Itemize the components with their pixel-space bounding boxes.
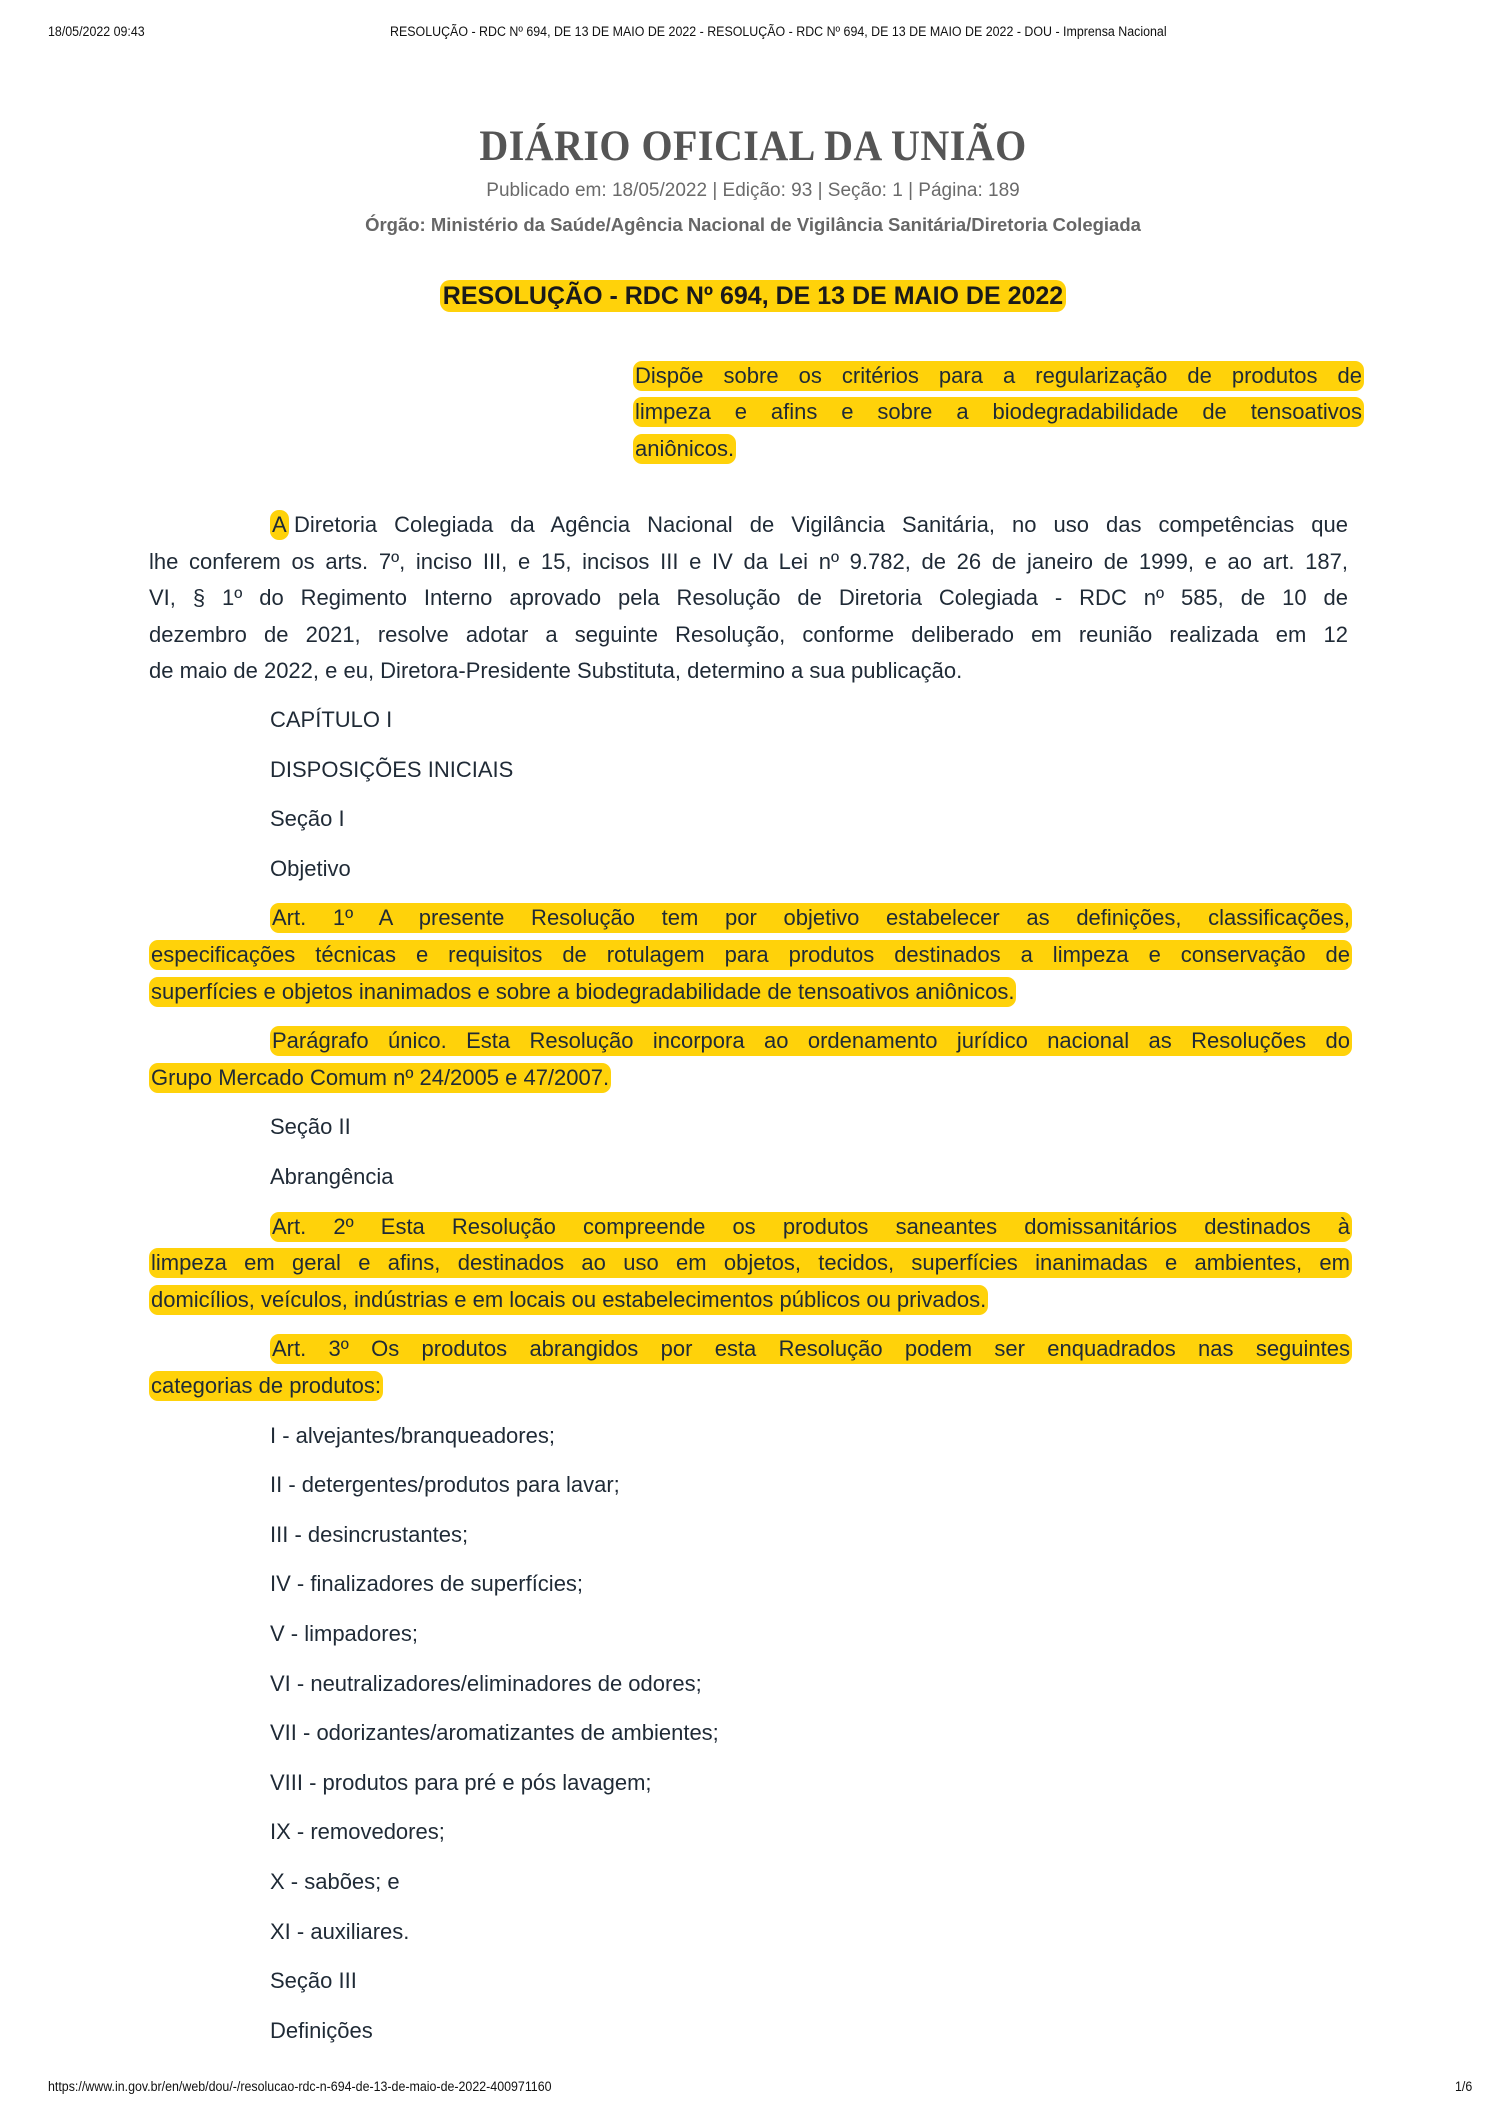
preamble-line: dezembro de 2021, resolve adotar a seguinte Resolução, conforme deliberado em reunião realizada em 12	[149, 621, 1348, 647]
section-heading: Seção III	[270, 1968, 357, 1994]
print-url: https://www.in.gov.br/en/web/dou/-/resolucao-rdc-n-694-de-13-de-maio-de-2022-400971160	[48, 2079, 552, 2094]
section-heading: Objetivo	[270, 855, 351, 881]
preamble-first-word: A	[270, 510, 289, 540]
article-1-line: superfícies e objetos inanimados e sobre a biodegradabilidade de tensoativos aniônicos.	[149, 977, 1016, 1007]
category-item: IV - finalizadores de superfícies;	[270, 1571, 584, 1597]
masthead-title: DIÁRIO OFICIAL DA UNIÃO	[479, 123, 1027, 170]
resolution-title-text: RESOLUÇÃO - RDC Nº 694, DE 13 DE MAIO DE 2022	[440, 280, 1066, 312]
category-item: IX - removedores;	[270, 1819, 445, 1845]
article-1-line: especificações técnicas e requisitos de rotulagem para produtos destinados a limpeza e conservação de	[149, 940, 1352, 970]
article-2-line: limpeza em geral e afins, destinados ao uso em objetos, tecidos, superfícies inanimadas e ambientes, em	[149, 1248, 1352, 1278]
print-page-number: 1/6	[1455, 2079, 1473, 2094]
category-item: VII - odorizantes/aromatizantes de ambientes;	[270, 1720, 719, 1746]
orgao: Órgão: Ministério da Saúde/Agência Nacional de Vigilância Sanitária/Diretoria Colegiada	[365, 214, 1141, 235]
article-2-line: domicílios, veículos, indústrias e em locais ou estabelecimentos públicos ou privados.	[149, 1285, 988, 1315]
print-page-title: RESOLUÇÃO - RDC Nº 694, DE 13 DE MAIO DE 2022 - RESOLUÇÃO - RDC Nº 694, DE 13 DE MAIO DE 2022 - DOU - Imprensa Nacional	[390, 24, 1167, 39]
section-heading: Seção II	[270, 1114, 351, 1140]
section-heading: Seção I	[270, 806, 345, 832]
section-heading: Definições	[270, 2017, 373, 2043]
paragrafo-unico-line: Parágrafo único. Esta Resolução incorpora ao ordenamento jurídico nacional as Resoluções do	[270, 1026, 1352, 1056]
article-2-line: Art. 2º Esta Resolução compreende os produtos saneantes domissanitários destinados à	[270, 1212, 1352, 1242]
category-item: VI - neutralizadores/eliminadores de odores;	[270, 1670, 702, 1696]
ementa-line: limpeza e afins e sobre a biodegradabilidade de tensoativos	[633, 397, 1364, 427]
section-heading: Abrangência	[270, 1164, 394, 1189]
preamble-line: de maio de 2022, e eu, Diretora-Presidente Substituta, determino a sua publicação.	[149, 658, 963, 684]
category-item: XI - auxiliares.	[270, 1918, 410, 1944]
category-item: X - sabões; e	[270, 1869, 400, 1894]
preamble-line: VI, § 1º do Regimento Interno aprovado pela Resolução de Diretoria Colegiada - RDC nº 585, de 10 de	[149, 585, 1348, 611]
publication-meta: Publicado em: 18/05/2022 | Edição: 93 | Seção: 1 | Página: 189	[486, 180, 1020, 201]
article-1-line: Art. 1º A presente Resolução tem por objetivo estabelecer as definições, classificações,	[270, 903, 1352, 933]
print-datetime: 18/05/2022 09:43	[48, 24, 145, 39]
category-item: V - limpadores;	[270, 1621, 418, 1646]
section-heading: CAPÍTULO I	[270, 707, 393, 732]
section-heading: DISPOSIÇÕES INICIAIS	[270, 756, 514, 782]
ementa-line: Dispõe sobre os critérios para a regularização de produtos de	[633, 361, 1364, 391]
category-item: II - detergentes/produtos para lavar;	[270, 1472, 620, 1498]
ementa-line: aniônicos.	[633, 434, 736, 464]
article-3-line: categorias de produtos:	[149, 1371, 383, 1401]
preamble-line: Diretoria Colegiada da Agência Nacional de Vigilância Sanitária, no uso das competências que	[294, 512, 1348, 537]
article-3-line: Art. 3º Os produtos abrangidos por esta Resolução podem ser enquadrados nas seguintes	[270, 1334, 1352, 1364]
resolution-title	[0, 282, 1498, 311]
preamble-line: lhe conferem os arts. 7º, inciso III, e 15, incisos III e IV da Lei nº 9.782, de 26 de janeiro de 1999, e ao art. 187,	[149, 548, 1348, 574]
paragrafo-unico-line: Grupo Mercado Comum nº 24/2005 e 47/2007.	[149, 1063, 611, 1093]
category-item: III - desincrustantes;	[270, 1521, 469, 1547]
category-item: I - alvejantes/branqueadores;	[270, 1422, 555, 1448]
category-item: VIII - produtos para pré e pós lavagem;	[270, 1769, 652, 1795]
